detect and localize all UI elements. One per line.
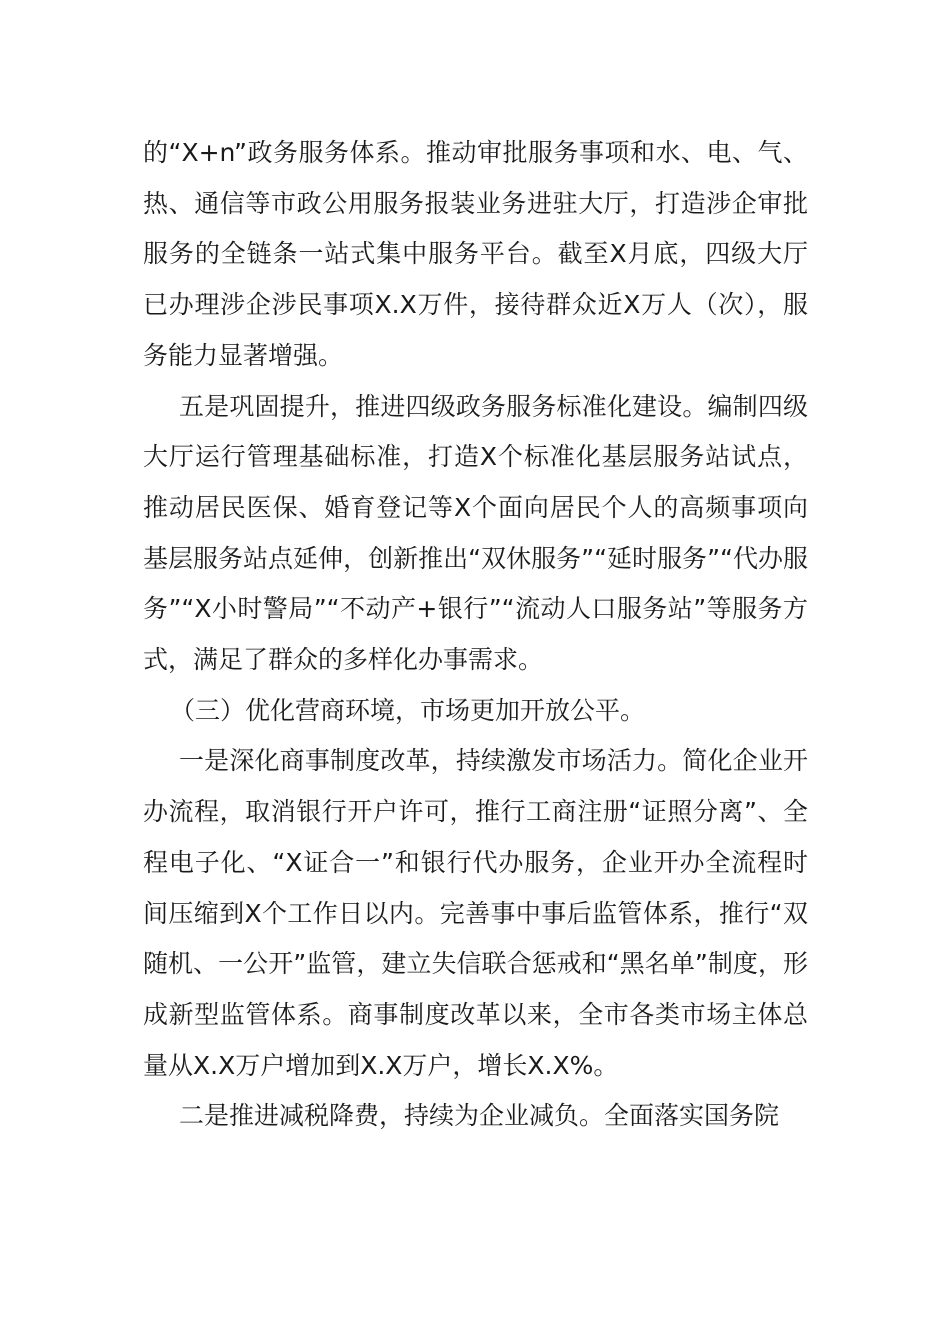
paragraph-continuation: 的“X+n”政务服务体系。推动审批服务事项和水、电、气、热、通信等市政公用服务报装业务进驻大厅，打造涉企审批服务的全链条一站式集中服务平台。截至X月底，四级大厅已办理涉企涉民事项X.X万件，接待群众近X万人（次），服务能力显著增强。 [143,138,808,370]
paragraph-item-two: 二是推进减税降费，持续为企业减负。全面落实国务院 [179,1101,780,1131]
section-heading-three: （三）优化营商环境，市场更加开放公平。 [170,695,646,725]
paragraph-item-one: 一是深化商事制度改革，持续激发市场活力。简化企业开办流程，取消银行开户许可，推行工商注册“证照分离”、全程电子化、“X证合一”和银行代办服务，企业开办全流程时间压缩到X个工作日以内。完善事中事后监管体系，推行“双随机、一公开”监管，建立失信联合惩戒和“黑名单”制度，形成新型监管体系。商事制度改革以来，全市各类市场主体总量从X.X万户增加到X.X万户，增长X.X%。 [143,746,808,1080]
document-body [143,128,808,1142]
paragraph-item-five: 五是巩固提升，推进四级政务服务标准化建设。编制四级大厅运行管理基础标准，打造X个标准化基层服务站试点，推动居民医保、婚育登记等X个面向居民个人的高频事项向基层服务站点延伸，创新推出“双休服务”“延时服务”“代办服务”“X小时警局”“不动产+银行”“流动人口服务站”等服务方式，满足了群众的多样化办事需求。 [143,391,808,675]
